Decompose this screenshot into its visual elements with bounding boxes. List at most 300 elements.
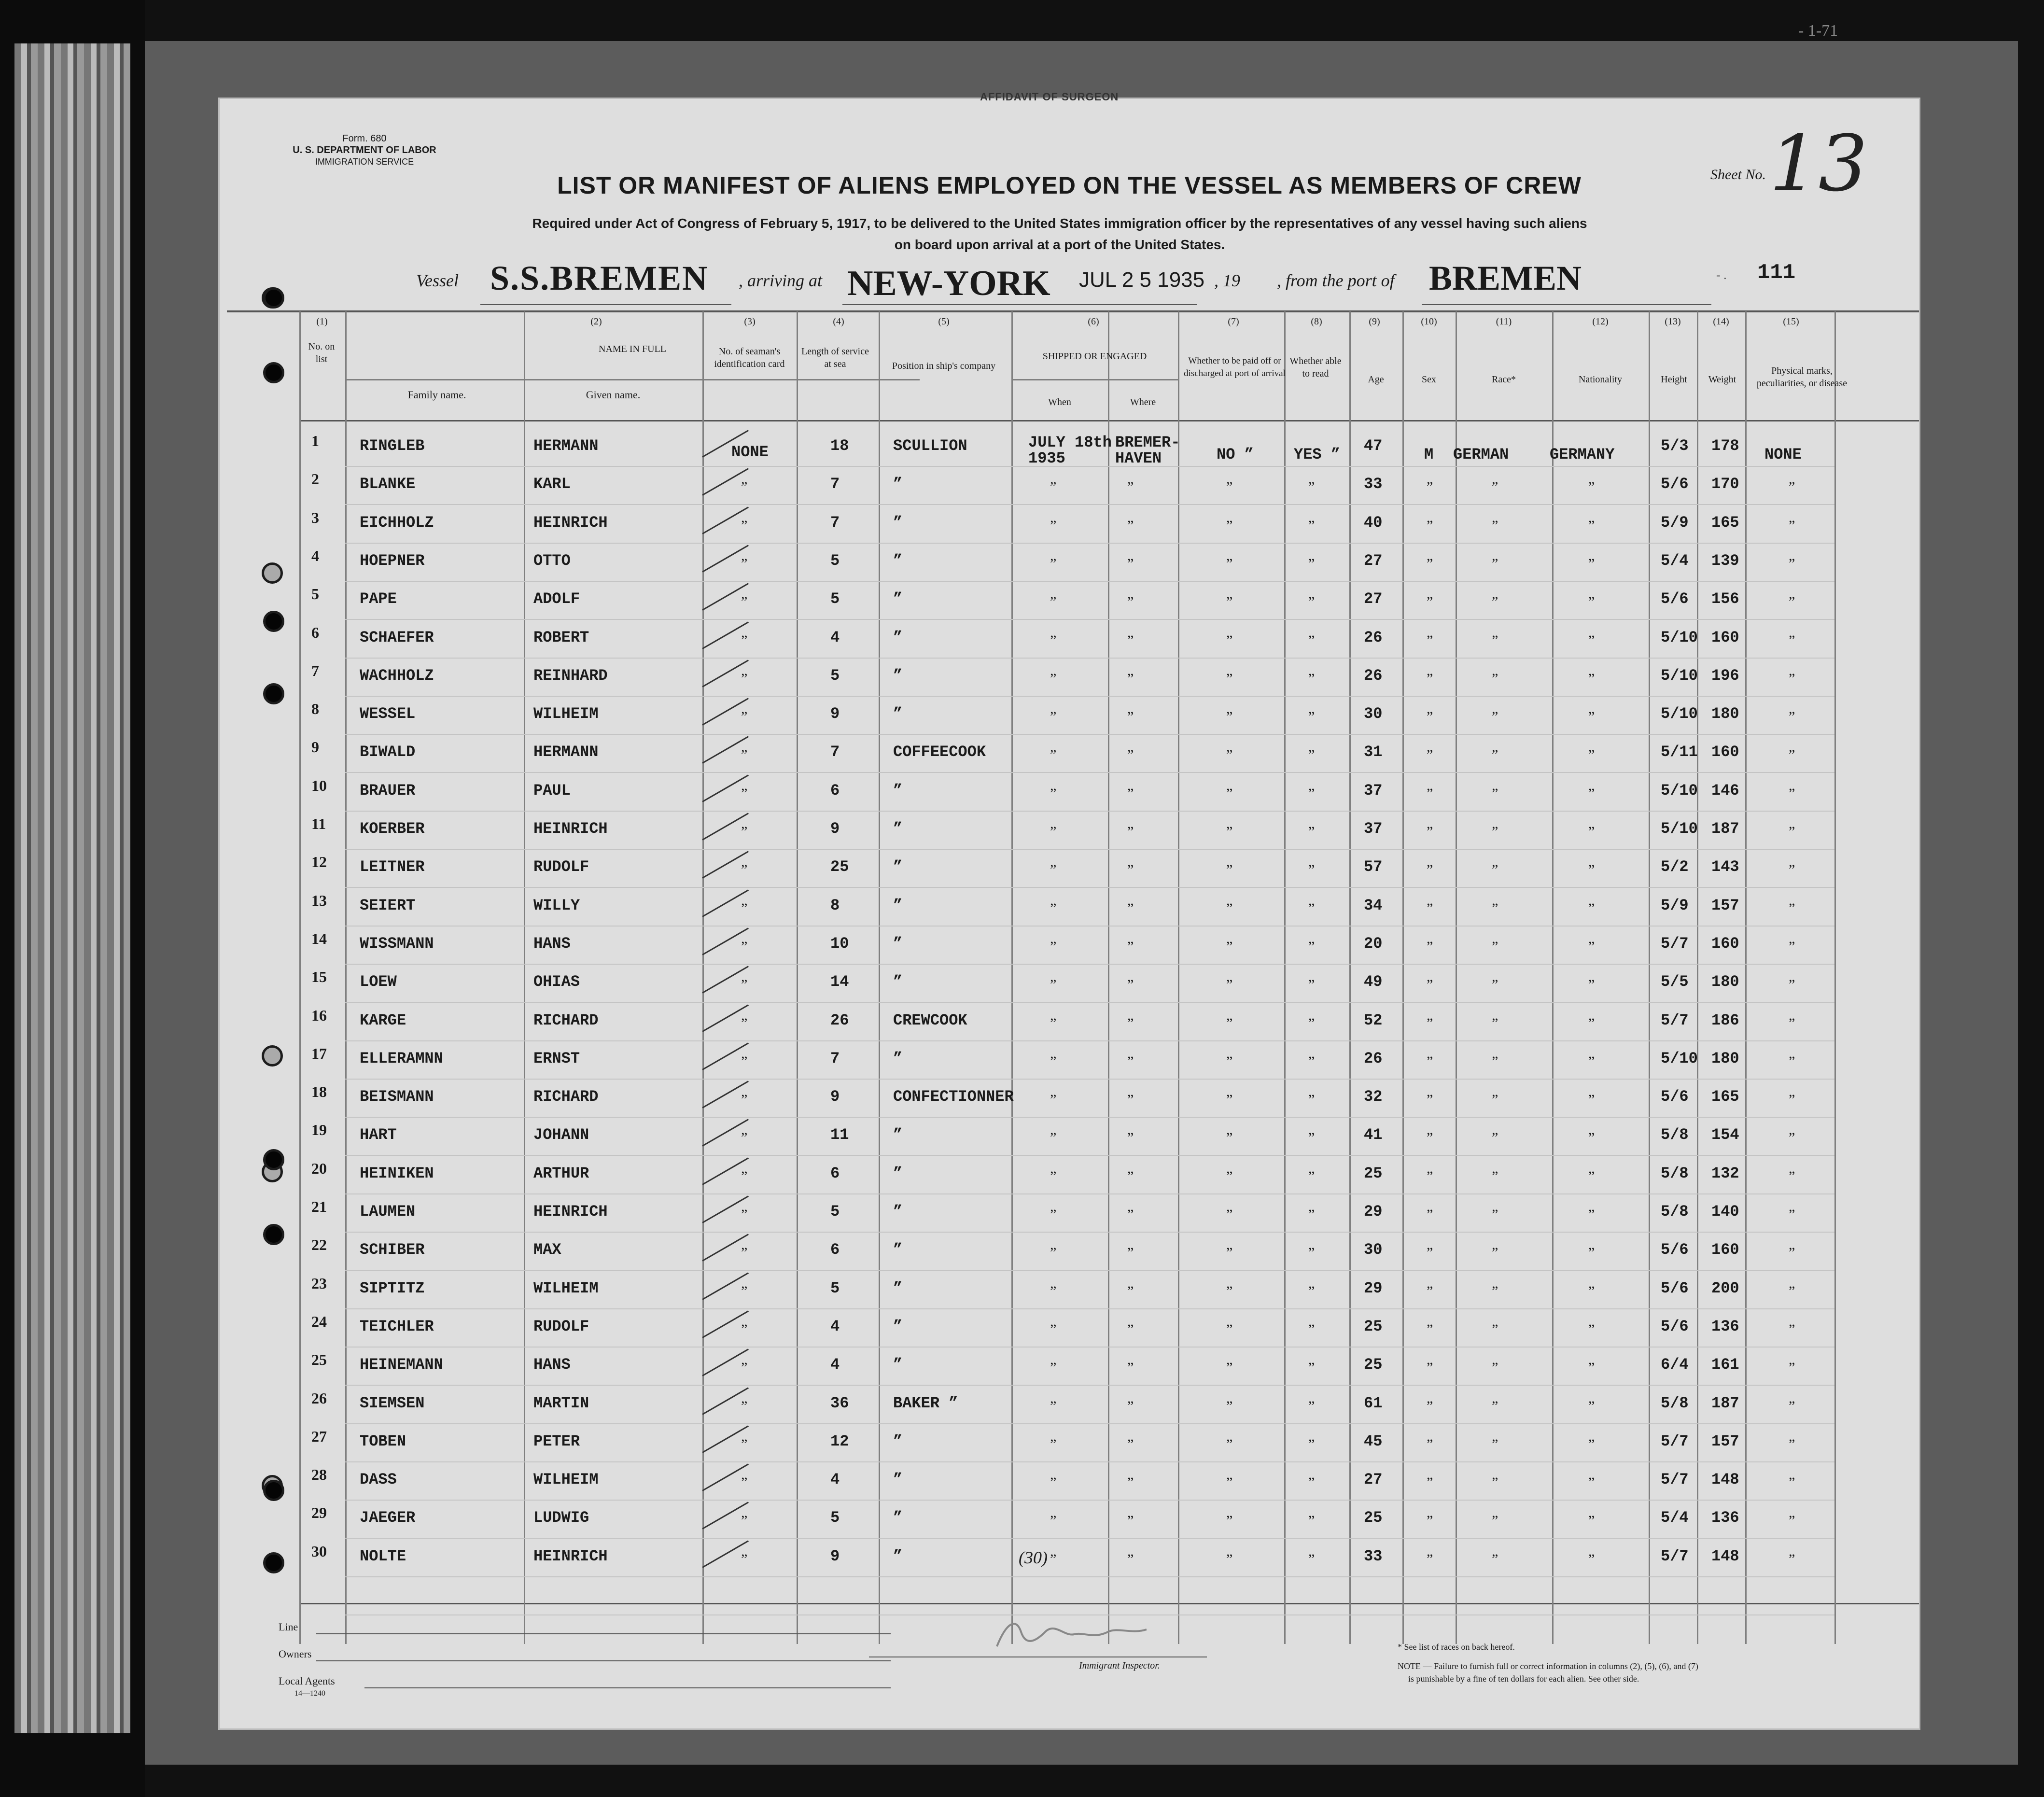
ditto-mark: ”: [1308, 862, 1315, 878]
ditto-mark: ”: [741, 1398, 748, 1414]
ditto-mark: ”: [1789, 670, 1795, 687]
weight: 136: [1711, 1317, 1739, 1335]
family-name: JAEGER: [360, 1509, 416, 1527]
ditto-mark: ”: [741, 670, 748, 687]
given-name: RICHARD: [533, 1011, 599, 1029]
height: 5/6: [1661, 1088, 1689, 1106]
sheet-number: 13: [1769, 118, 1868, 209]
given-name: PETER: [533, 1432, 580, 1450]
ref-dash: - .: [1716, 268, 1727, 282]
ditto-mark: ”: [1226, 1053, 1233, 1069]
ditto-mark: ”: [1226, 1360, 1233, 1376]
length-of-service: 5: [830, 1279, 840, 1297]
height: 5/8: [1661, 1394, 1689, 1412]
ditto-mark: ”: [1050, 479, 1057, 495]
position: ”: [893, 513, 903, 532]
row-1-physical-marks: NONE: [1764, 446, 1802, 463]
row-number: 12: [311, 853, 327, 871]
ditto-mark: ”: [1308, 1207, 1315, 1222]
ditto-mark: ”: [1050, 785, 1057, 801]
column-number: (1): [316, 316, 328, 327]
ditto-mark: ”: [1050, 517, 1057, 533]
position: ”: [893, 666, 903, 685]
height: 5/6: [1661, 1279, 1689, 1297]
ditto-mark: ”: [1492, 862, 1498, 878]
ditto-mark: ”: [1588, 555, 1595, 572]
ditto-mark: ”: [1050, 1130, 1057, 1146]
height: 5/6: [1661, 590, 1689, 608]
ditto-mark: ”: [1050, 862, 1057, 878]
length-of-service: 5: [830, 590, 840, 608]
given-name: HEINRICH: [533, 513, 608, 532]
length-of-service: 25: [830, 858, 849, 876]
ditto-mark: ”: [1427, 938, 1433, 955]
ditto-mark: ”: [1427, 747, 1433, 763]
age: 32: [1364, 1088, 1383, 1106]
subtitle-line-1: Required under Act of Congress of February 5, 1917, to be delivered to the United States immigration officer by the representatives of any vessel having such aliens: [532, 216, 1587, 231]
ditto-mark: ”: [1427, 479, 1433, 495]
ditto-mark: ”: [1226, 747, 1233, 763]
ditto-mark: ”: [1308, 977, 1315, 993]
column-number: (15): [1783, 316, 1799, 327]
length-of-service: 36: [830, 1394, 849, 1412]
height: 5/2: [1661, 858, 1689, 876]
row-rule: [345, 1002, 1834, 1003]
row-number: 15: [311, 968, 327, 986]
length-of-service: 26: [830, 1011, 849, 1029]
ditto-mark: ”: [1226, 1015, 1233, 1031]
family-name: KOERBER: [360, 820, 425, 838]
family-name: BLANKE: [360, 475, 416, 493]
ditto-mark: ”: [1427, 1092, 1433, 1108]
ditto-mark: ”: [1789, 1245, 1795, 1261]
ditto-mark: ”: [1226, 1092, 1233, 1108]
row-rule: [345, 1193, 1834, 1194]
position: ”: [893, 705, 903, 723]
binder-rivet: [263, 611, 284, 632]
ditto-mark: ”: [741, 1130, 748, 1146]
ditto-mark: ”: [1492, 1245, 1498, 1261]
weight: 161: [1711, 1356, 1739, 1374]
family-name: TEICHLER: [360, 1317, 434, 1335]
row-number: 2: [311, 470, 319, 488]
height: 5/4: [1661, 1509, 1689, 1527]
ditto-mark: ”: [1427, 1398, 1433, 1414]
column-divider: [1697, 311, 1698, 1644]
ditto-mark: ”: [1226, 862, 1233, 878]
ditto-mark: ”: [1789, 1092, 1795, 1108]
header-age: Age: [1368, 374, 1384, 385]
ditto-mark: ”: [1427, 1130, 1433, 1146]
ditto-mark: ”: [1308, 1474, 1315, 1491]
length-of-service: 7: [830, 743, 840, 761]
ditto-mark: ”: [1588, 824, 1595, 840]
column-divider: [1402, 311, 1404, 1644]
given-name: HERMANN: [533, 437, 599, 455]
family-name: HOEPNER: [360, 551, 425, 570]
ditto-mark: ”: [1308, 1398, 1315, 1414]
ditto-mark: ”: [1226, 709, 1233, 725]
row-1-where-line-1: BREMER-: [1115, 434, 1180, 451]
position: ”: [893, 628, 903, 646]
age: 52: [1364, 1011, 1383, 1029]
page-title: LIST OR MANIFEST OF ALIENS EMPLOYED ON THE VESSEL AS MEMBERS OF CREW: [557, 172, 1582, 199]
ditto-mark: ”: [741, 1513, 748, 1529]
ditto-mark: ”: [1789, 479, 1795, 495]
ditto-mark: ”: [1127, 479, 1134, 495]
ditto-mark: ”: [1588, 1398, 1595, 1414]
ditto-mark: ”: [1127, 862, 1134, 878]
weight: 160: [1711, 628, 1739, 646]
given-name: MAX: [533, 1241, 561, 1259]
age: 37: [1364, 820, 1383, 838]
column-number: (12): [1592, 316, 1609, 327]
ditto-mark: ”: [741, 555, 748, 572]
family-name: KARGE: [360, 1011, 406, 1029]
ditto-mark: ”: [1127, 1398, 1134, 1414]
position: ”: [893, 1049, 903, 1067]
family-name: ELLERAMNN: [360, 1049, 443, 1067]
family-name: BEISMANN: [360, 1088, 434, 1106]
row-number: 13: [311, 891, 327, 909]
ditto-mark: ”: [1427, 1053, 1433, 1069]
ditto-mark: ”: [1789, 632, 1795, 648]
length-of-service: 5: [830, 1509, 840, 1527]
ditto-mark: ”: [741, 594, 748, 610]
family-name: HEINEMANN: [360, 1356, 443, 1374]
ditto-mark: ”: [1226, 1207, 1233, 1222]
row-rule: [345, 1423, 1834, 1424]
ditto-mark: ”: [741, 900, 748, 916]
age: 45: [1364, 1432, 1383, 1450]
height: 5/10: [1661, 705, 1698, 723]
given-name: OTTO: [533, 551, 571, 570]
ditto-mark: ”: [1588, 1513, 1595, 1529]
row-rule: [345, 619, 1834, 620]
binder-rivet: [263, 287, 284, 309]
weight: 165: [1711, 513, 1739, 532]
height: 5/8: [1661, 1164, 1689, 1182]
ditto-mark: ”: [1127, 938, 1134, 955]
binder-rivet: [263, 1149, 284, 1170]
row-number: 1: [311, 432, 319, 449]
ditto-mark: ”: [1427, 900, 1433, 916]
row-number: 22: [311, 1236, 327, 1254]
ditto-mark: ”: [1492, 1551, 1498, 1567]
inspector-signature: [987, 1613, 1161, 1661]
ditto-mark: ”: [1127, 1092, 1134, 1108]
length-of-service: 6: [830, 1164, 840, 1182]
height: 5/10: [1661, 781, 1698, 800]
shipped-subheader-rule: [1011, 379, 1178, 380]
length-of-service: 5: [830, 551, 840, 570]
ditto-mark: ”: [1427, 517, 1433, 533]
height: 5/11: [1661, 743, 1698, 761]
row-1-race: GERMAN: [1453, 446, 1509, 463]
ditto-mark: ”: [741, 977, 748, 993]
ditto-mark: ”: [1492, 1130, 1498, 1146]
weight: 170: [1711, 475, 1739, 493]
ditto-mark: ”: [1308, 1130, 1315, 1146]
family-name: HART: [360, 1126, 397, 1144]
header-where: Where: [1130, 397, 1156, 407]
name-subheader-rule: [345, 379, 920, 380]
age: 20: [1364, 934, 1383, 953]
height: 5/5: [1661, 973, 1689, 991]
ditto-mark: ”: [1492, 1092, 1498, 1108]
length-of-service: 12: [830, 1432, 849, 1450]
ditto-mark: ”: [1127, 555, 1134, 572]
row-number: 3: [311, 508, 319, 526]
ditto-mark: ”: [741, 479, 748, 495]
weight: 180: [1711, 973, 1739, 991]
family-name: SCHIBER: [360, 1241, 425, 1259]
height: 5/10: [1661, 628, 1698, 646]
ditto-mark: ”: [1127, 1513, 1134, 1529]
row-rule: [345, 1308, 1834, 1309]
column-divider: [702, 311, 704, 1644]
header-race: Race*: [1492, 374, 1516, 385]
given-name: OHIAS: [533, 973, 580, 991]
ditto-mark: ”: [1789, 977, 1795, 993]
ditto-mark: ”: [1127, 1436, 1134, 1452]
ditto-mark: ”: [1308, 1321, 1315, 1337]
row-number: 11: [311, 815, 326, 832]
weight: 165: [1711, 1088, 1739, 1106]
ditto-mark: ”: [1127, 594, 1134, 610]
weight: 187: [1711, 820, 1739, 838]
ditto-mark: ”: [1127, 1130, 1134, 1146]
ditto-mark: ”: [1789, 1015, 1795, 1031]
ditto-mark: ”: [1427, 1168, 1433, 1184]
age: 29: [1364, 1279, 1383, 1297]
ditto-mark: ”: [741, 1015, 748, 1031]
ditto-mark: ”: [1226, 1551, 1233, 1567]
length-of-service: 6: [830, 1241, 840, 1259]
ditto-mark: ”: [1050, 1398, 1057, 1414]
age: 25: [1364, 1356, 1383, 1374]
row-rule: [345, 1385, 1834, 1386]
position: ”: [893, 1164, 903, 1182]
ditto-mark: ”: [1492, 1474, 1498, 1491]
ditto-mark: ”: [1127, 670, 1134, 687]
ditto-mark: ”: [1789, 1513, 1795, 1529]
port-underline: [842, 304, 1197, 305]
ditto-mark: ”: [741, 862, 748, 878]
weight: 160: [1711, 743, 1739, 761]
ditto-mark: ”: [1308, 824, 1315, 840]
row-rule: [345, 696, 1834, 697]
row-rule: [345, 466, 1834, 467]
age: 27: [1364, 1471, 1383, 1489]
ditto-mark: ”: [1588, 938, 1595, 955]
column-divider: [1552, 311, 1554, 1644]
ditto-mark: ”: [741, 1053, 748, 1069]
age: 33: [1364, 1547, 1383, 1565]
ditto-mark: ”: [1789, 1360, 1795, 1376]
vessel-label: Vessel: [416, 271, 459, 290]
age: 25: [1364, 1509, 1383, 1527]
row-number: 5: [311, 585, 319, 603]
column-divider: [1108, 311, 1109, 1644]
family-name: SIPTITZ: [360, 1279, 425, 1297]
ditto-mark: ”: [741, 785, 748, 801]
vessel-underline: [480, 304, 731, 305]
ditto-mark: ”: [1588, 1474, 1595, 1491]
family-name: SCHAEFER: [360, 628, 434, 646]
ditto-mark: ”: [1427, 824, 1433, 840]
height: 5/3: [1661, 437, 1689, 455]
ditto-mark: ”: [1492, 900, 1498, 916]
column-number: (11): [1496, 316, 1512, 327]
given-name: WILHEIM: [533, 1471, 599, 1489]
ditto-mark: ”: [1588, 1436, 1595, 1452]
ditto-mark: ”: [1588, 517, 1595, 533]
row-rule: [345, 1117, 1834, 1118]
row-rule: [345, 1538, 1834, 1539]
ditto-mark: ”: [1308, 479, 1315, 495]
given-name: HEINRICH: [533, 1203, 608, 1221]
ditto-mark: ”: [1588, 594, 1595, 610]
ditto-mark: ”: [1226, 517, 1233, 533]
column-number: (6): [1088, 316, 1099, 327]
length-of-service: 5: [830, 1203, 840, 1221]
ditto-mark: ”: [1226, 594, 1233, 610]
length-of-service: 4: [830, 1317, 840, 1335]
row-number: 18: [311, 1083, 327, 1101]
fine-note-line-1: NOTE — Failure to furnish full or correct information in columns (2), (5), (6), and (7): [1398, 1661, 1698, 1671]
ditto-mark: ”: [1492, 1398, 1498, 1414]
given-name: WILLY: [533, 896, 580, 914]
ditto-mark: ”: [1050, 1321, 1057, 1337]
height: 6/4: [1661, 1356, 1689, 1374]
ditto-mark: ”: [741, 1207, 748, 1222]
ditto-mark: ”: [741, 709, 748, 725]
column-number: (7): [1228, 316, 1239, 327]
ditto-mark: ”: [741, 517, 748, 533]
subtitle: [389, 213, 1731, 255]
ditto-mark: ”: [1789, 1168, 1795, 1184]
ditto-mark: ”: [1226, 900, 1233, 916]
ditto-mark: ”: [1588, 977, 1595, 993]
fine-note-line-2: is punishable by a fine of ten dollars for each alien. See other side.: [1408, 1674, 1639, 1684]
header-paid-off: Whether to be paid off or discharged at port of arrival: [1184, 356, 1286, 379]
ditto-mark: ”: [1492, 670, 1498, 687]
ditto-mark: ”: [1588, 900, 1595, 916]
row-rule: [345, 1347, 1834, 1348]
weight: 200: [1711, 1279, 1739, 1297]
length-of-service: 9: [830, 1547, 840, 1565]
weight: 148: [1711, 1547, 1739, 1565]
row-rule: [345, 887, 1834, 888]
ditto-mark: ”: [1427, 1551, 1433, 1567]
header-when: When: [1048, 397, 1071, 407]
row-rule: [345, 811, 1834, 812]
age: 25: [1364, 1317, 1383, 1335]
ditto-mark: ”: [1492, 1168, 1498, 1184]
column-divider: [345, 311, 347, 1644]
ditto-mark: ”: [1127, 1321, 1134, 1337]
ditto-mark: ”: [1127, 1551, 1134, 1567]
row-rule: [345, 926, 1834, 927]
total-count-note: (30): [1019, 1548, 1048, 1567]
ditto-mark: ”: [1308, 1513, 1315, 1529]
given-name: ROBERT: [533, 628, 589, 646]
ditto-mark: ”: [1308, 632, 1315, 648]
length-of-service: 4: [830, 628, 840, 646]
ditto-mark: ”: [1427, 1015, 1433, 1031]
row-1-where-line-2: HAVEN: [1115, 449, 1162, 467]
row-number: 25: [311, 1351, 327, 1369]
ditto-mark: ”: [1050, 1283, 1057, 1299]
row-number: 24: [311, 1312, 327, 1330]
age: 27: [1364, 590, 1383, 608]
family-name: WACHHOLZ: [360, 666, 434, 685]
given-name: HANS: [533, 1356, 571, 1374]
family-name: NOLTE: [360, 1547, 406, 1565]
height: 5/7: [1661, 1011, 1689, 1029]
header-family-name: Family name.: [407, 389, 466, 401]
ditto-mark: ”: [1308, 1245, 1315, 1261]
ditto-mark: ”: [741, 1283, 748, 1299]
row-rule: [345, 1040, 1834, 1041]
ditto-mark: ”: [1427, 977, 1433, 993]
length-of-service: 7: [830, 475, 840, 493]
height: 5/10: [1661, 1049, 1698, 1067]
ditto-mark: ”: [1789, 1283, 1795, 1299]
ditto-mark: ”: [1050, 1360, 1057, 1376]
from-underline: [1422, 304, 1711, 305]
position: ”: [893, 820, 903, 838]
ditto-mark: ”: [1127, 824, 1134, 840]
ditto-mark: ”: [1226, 1513, 1233, 1529]
ditto-mark: ”: [1588, 1551, 1595, 1567]
ditto-mark: ”: [1492, 747, 1498, 763]
given-name: MARTIN: [533, 1394, 589, 1412]
height: 5/7: [1661, 1547, 1689, 1565]
position: COFFEECOOK: [893, 743, 986, 761]
ditto-mark: ”: [1427, 1245, 1433, 1261]
column-divider: [879, 311, 880, 1644]
ditto-mark: ”: [1226, 1168, 1233, 1184]
age: 40: [1364, 513, 1383, 532]
ditto-mark: ”: [741, 1474, 748, 1491]
ditto-mark: ”: [1050, 670, 1057, 687]
row-1-able-to-read: YES ”: [1294, 446, 1341, 463]
weight: 160: [1711, 1241, 1739, 1259]
ditto-mark: ”: [1308, 670, 1315, 687]
header-length-of-service: Length of service at sea: [801, 346, 869, 369]
ditto-mark: ”: [1050, 1513, 1057, 1529]
ditto-mark: ”: [1050, 977, 1057, 993]
ditto-mark: ”: [1127, 977, 1134, 993]
family-name: DASS: [360, 1471, 397, 1489]
age: 41: [1364, 1126, 1383, 1144]
manifest-page: [220, 22, 1919, 1728]
weight: 157: [1711, 896, 1739, 914]
binder-rivet: [263, 1224, 284, 1245]
ditto-mark: ”: [1588, 1015, 1595, 1031]
ditto-mark: ”: [1226, 1398, 1233, 1414]
ditto-mark: ”: [1308, 1360, 1315, 1376]
reference-number: 111: [1757, 261, 1796, 285]
ditto-mark: ”: [1588, 862, 1595, 878]
year-label: , 19: [1214, 271, 1240, 290]
position: ”: [893, 1317, 903, 1335]
row-rule: [345, 1461, 1834, 1462]
ditto-mark: ”: [1492, 709, 1498, 725]
footer-form-code: 14—1240: [294, 1689, 325, 1698]
